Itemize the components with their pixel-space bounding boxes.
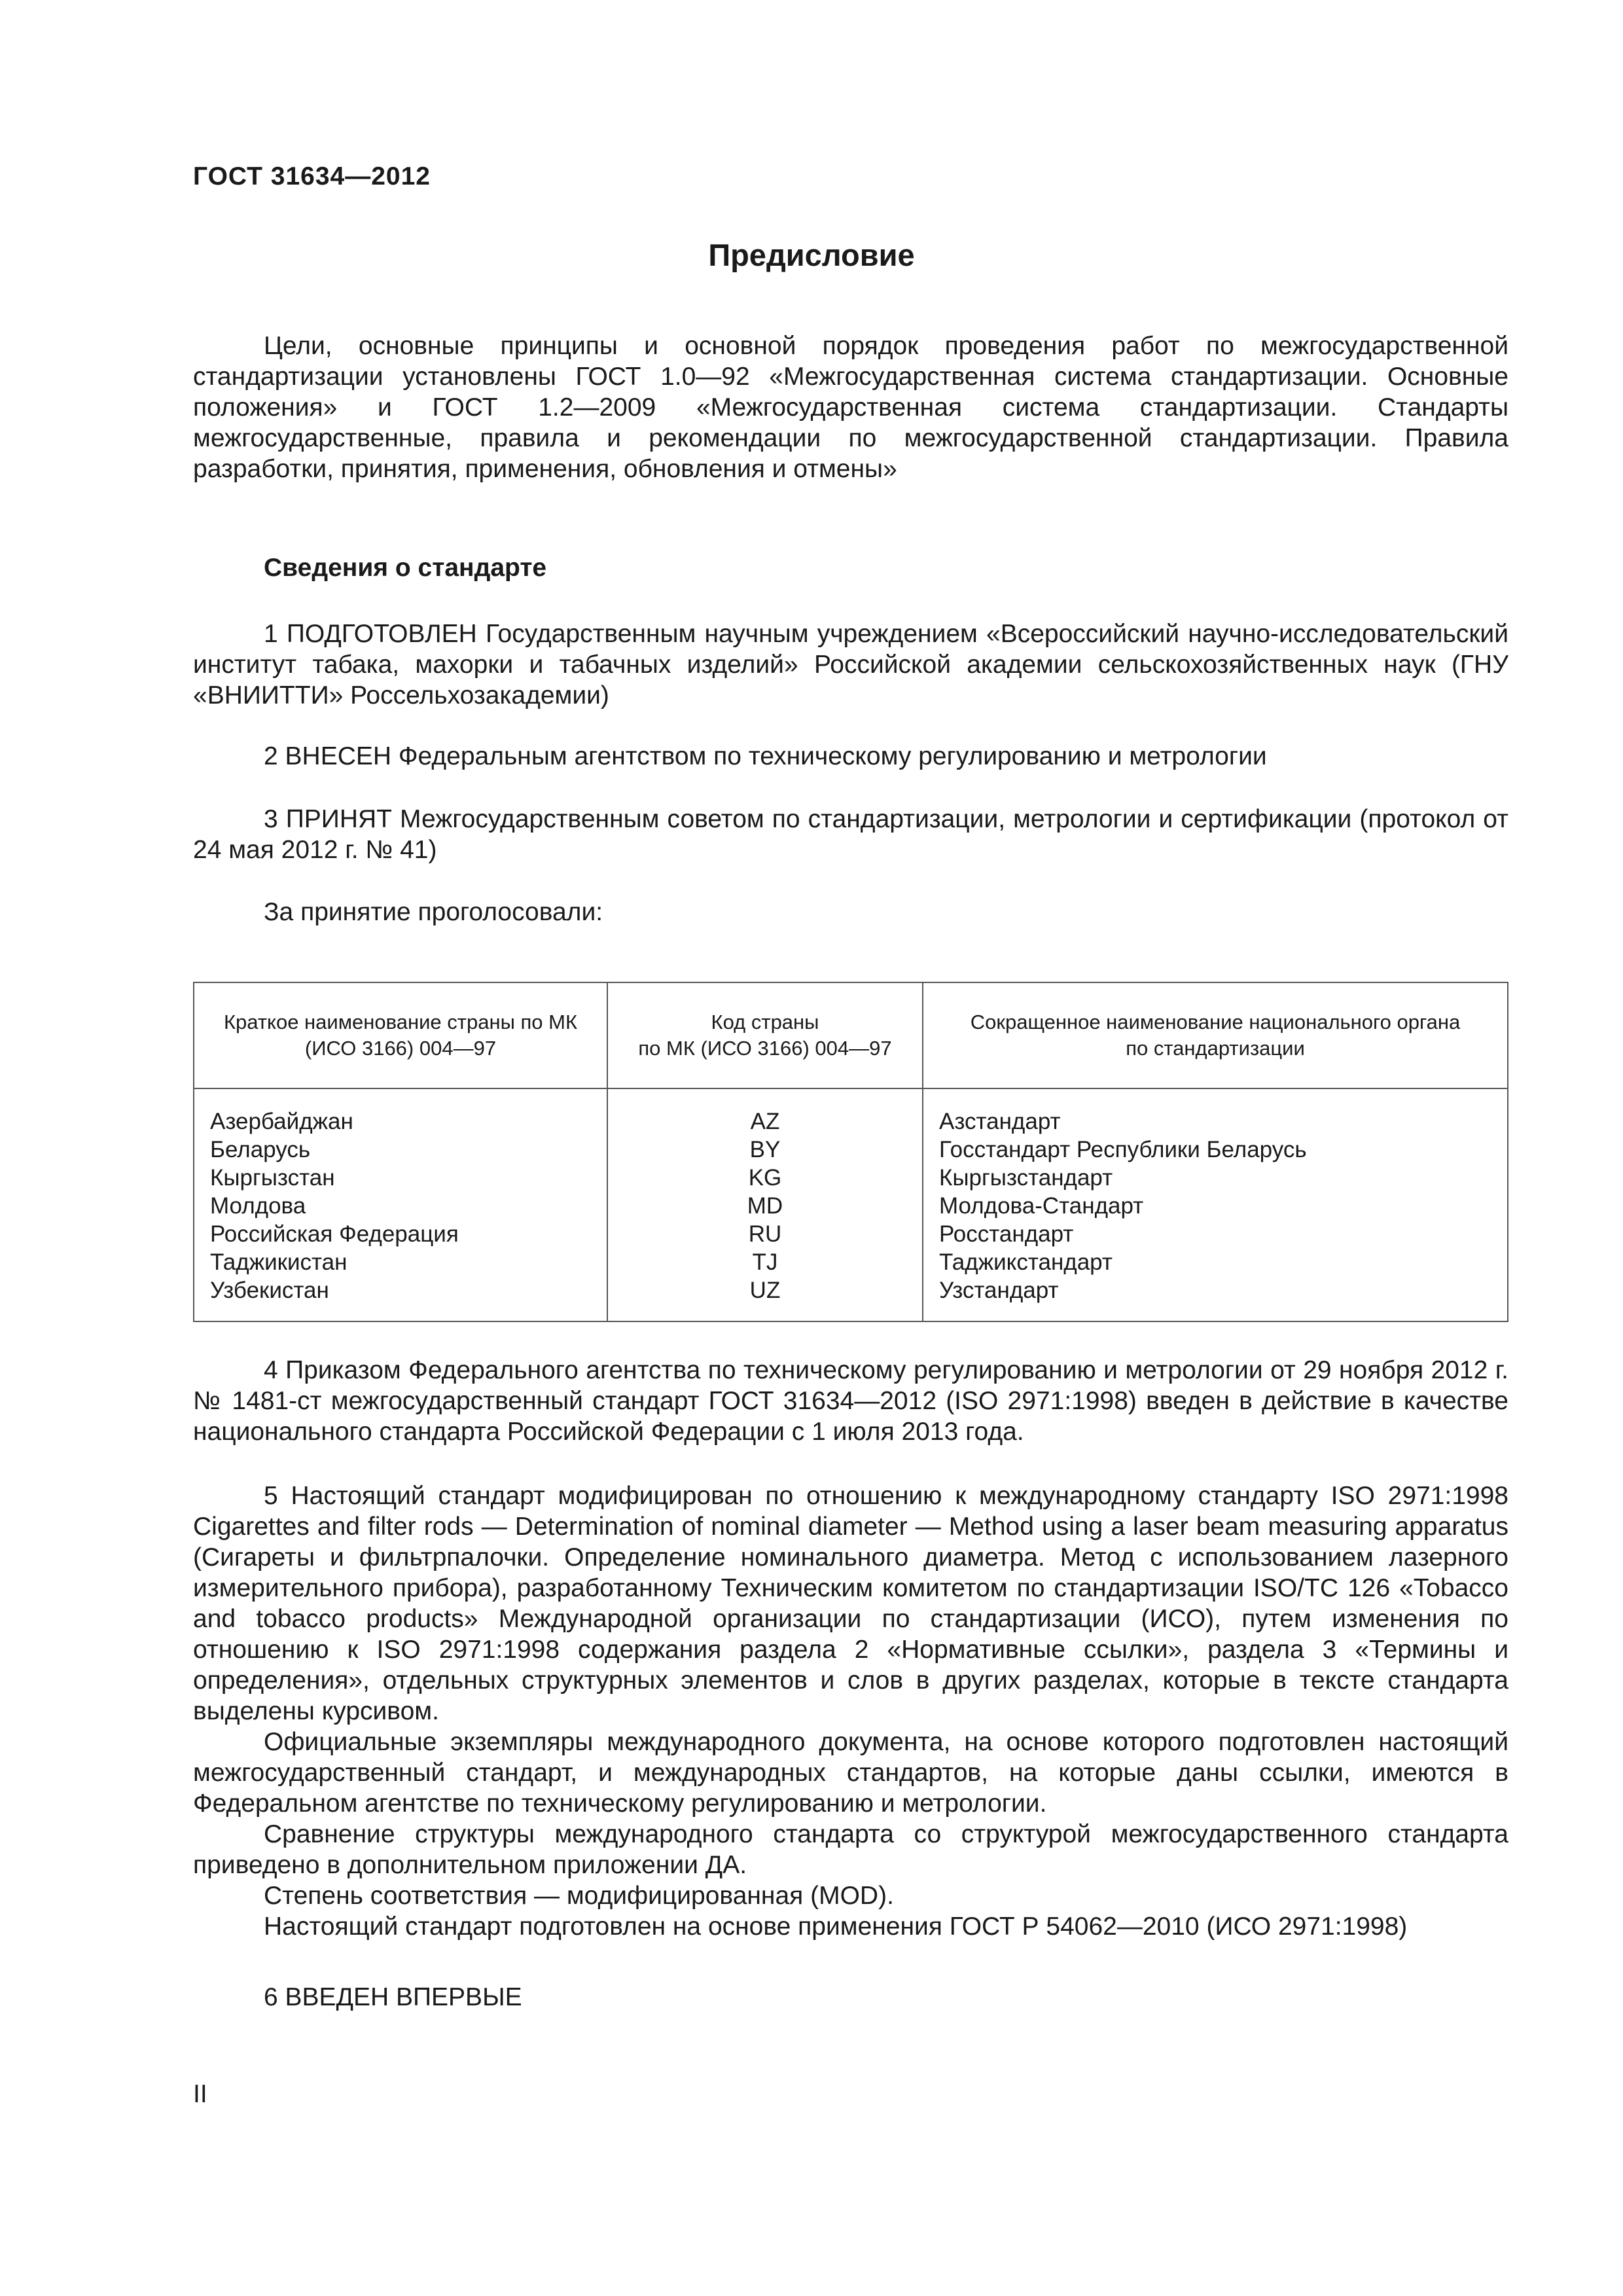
voting-table — [193, 982, 1508, 1322]
item-1 — [193, 619, 1508, 711]
page-title: Предисловие — [708, 238, 915, 272]
header-code: Код страны по МК (ИСО 3166) 004—97 — [607, 982, 923, 1088]
item-3 — [193, 804, 1508, 865]
country-cell: Российская Федерация — [210, 1221, 459, 1247]
country-cell: Таджикистан — [210, 1249, 348, 1275]
page-number: II — [193, 2080, 207, 2108]
body-cell: Азстандарт — [939, 1109, 1061, 1134]
body-column — [923, 1088, 1508, 1321]
country-cell: Кыргызстан — [210, 1165, 335, 1191]
item-5-official: Официальные экземпляры международного документа, на основе которого подготовлен настоящий межгосударственный стандарт, и международных стандартов, на которые даны ссылки, имеются в Федеральном агентстве по техническому регулированию и метрологии. — [193, 1728, 1508, 1818]
country-column — [194, 1088, 607, 1321]
item-4 — [193, 1355, 1508, 1447]
code-column — [607, 1088, 923, 1321]
body-cell: Кыргызстандарт — [939, 1165, 1113, 1191]
code-cell: AZ — [750, 1109, 780, 1134]
body-cell: Молдова-Стандарт — [939, 1193, 1144, 1219]
code-cell: MD — [747, 1193, 783, 1219]
header-country: Краткое наименование страны по МК (ИСО 3166) 004—97 — [194, 982, 607, 1088]
item-3-text: 3 ПРИНЯТ Межгосударственным советом по стандартизации, метрологии и сертификации (протокол от 24 мая 2012 г. № 41) — [193, 805, 1508, 864]
header-body: Сокращенное наименование национального органа по стандартизации — [923, 982, 1508, 1088]
table-header-row — [194, 982, 1508, 1088]
item-5-basis: Настоящий стандарт подготовлен на основе применения ГОСТ Р 54062—2010 (ИСО 2971:1998) — [264, 1912, 1408, 1941]
code-cell: BY — [749, 1137, 781, 1162]
country-cell: Азербайджан — [210, 1109, 353, 1134]
body-cell: Таджикстандарт — [939, 1249, 1113, 1275]
item-5 — [193, 1480, 1508, 1942]
table-row — [194, 1088, 1508, 1321]
body-cell: Росстандарт — [939, 1221, 1074, 1247]
code-cell: UZ — [749, 1278, 781, 1303]
document-id: ГОСТ 31634—2012 — [193, 162, 431, 190]
code-cell: KG — [748, 1165, 782, 1191]
body-cell: Узстандарт — [939, 1278, 1059, 1303]
item-2: 2 ВНЕСЕН Федеральным агентством по техническому регулированию и метрологии — [264, 742, 1267, 770]
item-5-degree: Степень соответствия — модифицированная (MOD). — [264, 1882, 894, 1910]
country-cell: Беларусь — [210, 1137, 311, 1162]
intro-text: Цели, основные принципы и основной порядок проведения работ по межгосударственной стандартизации установлены ГОСТ 1.0—92 «Межгосударственная система стандартизации. Основные положения» и ГОСТ 1.2—2009 «Межгосударственная система стандартизации. Стандарты межгосударственные, правила и рекомендации по межгосударственной стандартизации. Правила разработки, принятия, применения, обновления и отмены» — [193, 332, 1508, 483]
item-5-text: 5 Настоящий стандарт модифицирован по отношению к международному стандарту ISO 2971:1998 Cigarettes and filter rods — Determination of nominal diameter — Method using a laser beam measuring apparatus (Сигареты и фильтрпалочки. Определение номинального диаметра. Метод с использованием лазерного измерительного прибора), разработанному Техническим комитетом по стандартизации ISO/TC 126 «Tobacco and tobacco products» Международной организации по стандартизации (ИСО), путем изменения по отношению к ISO 2971:1998 содержания раздела 2 «Нормативные ссылки», раздела 3 «Термины и определения», отдельных структурных элементов и слов в других разделах, которые в тексте стандарта выделены курсивом. — [193, 1482, 1508, 1725]
intro-paragraph — [193, 331, 1508, 484]
voted-label: За принятие проголосовали: — [264, 898, 603, 926]
code-cell: TJ — [752, 1249, 778, 1275]
item-6: 6 ВВЕДЕН ВПЕРВЫЕ — [264, 1983, 522, 2011]
info-heading: Сведения о стандарте — [264, 554, 547, 582]
code-cell: RU — [748, 1221, 782, 1247]
country-cell: Узбекистан — [210, 1278, 329, 1303]
body-cell: Госстандарт Республики Беларусь — [939, 1137, 1307, 1162]
country-cell: Молдова — [210, 1193, 306, 1219]
item-1-text: 1 ПОДГОТОВЛЕН Государственным научным учреждением «Всероссийский научно-исследовательский институт табака, махорки и табачных изделий» Российской академии сельскохозяйственных наук (ГНУ «ВНИИТТИ» Россельхозакадемии) — [193, 620, 1508, 709]
item-5-compare: Сравнение структуры международного стандарта со структурой межгосударственного стандарта приведено в дополнительном приложении ДА. — [193, 1820, 1508, 1879]
item-4-text: 4 Приказом Федерального агентства по техническому регулированию и метрологии от 29 ноября 2012 г. № 1481-ст межгосударственный стандарт ГОСТ 31634—2012 (ISO 2971:1998) введен в действие в качестве национального стандарта Российской Федерации с 1 июля 2013 года. — [193, 1356, 1508, 1446]
